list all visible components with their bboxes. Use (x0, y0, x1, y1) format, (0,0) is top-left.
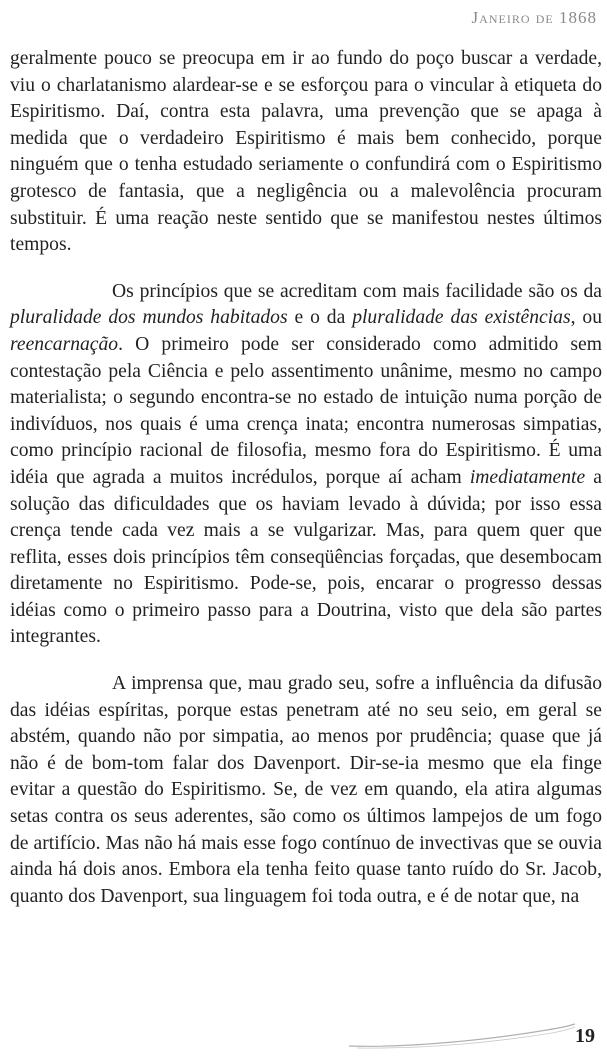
text-run: , ou (570, 307, 602, 329)
page-number: 19 (575, 1025, 595, 1047)
text-run: e o da (287, 307, 353, 329)
text-run: geralmente pouco se preocupa em ir ao fundo do poço buscar a verdade, viu o charlatanismo alardear-se e se esforçou para o vincular à etiqueta do Espiritismo. Daí, contra esta palavra, uma prevenção que se apaga à medida que o verdadeiro Espiritismo é mais bem conhecido, porque ninguém que o tenha estudado seriamente o confundirá com o Espiritismo grotesco de fantasia, que a negligência ou a malevolência procuram substituir. É uma reação neste sentido que se manifestou nestes últimos tempos. (10, 48, 602, 256)
page-body (10, 46, 602, 930)
italic-term: pluralidade dos mundos habitados (10, 307, 288, 329)
paragraph (10, 671, 602, 910)
text-run: . O primeiro pode ser considerado como admitido sem contestação pela Ciência e pelo assentimento unânime, mesmo no campo materialista; o segundo encontra-se no estado de intuição numa porção de indivíduos, nos quais é uma crença inata; encontra numerosas simpatias, como princípio racional de filosofia, mesmo fora do Espiritismo. É uma idéia que agrada a muitos incrédulos, porque aí acham (10, 333, 602, 488)
running-header: Janeiro de 1868 (471, 8, 597, 27)
italic-term: imediatamente (469, 466, 586, 488)
decorative-swoosh (347, 1020, 577, 1050)
text-run: Os princípios que se acreditam com mais facilidade são os da (112, 280, 602, 302)
text-run: A imprensa que, mau grado seu, sofre a influência da difusão das idéias espíritas, porque estas penetram até no seu seio, em geral se abstém, quando não por simpatia, ao menos por prudência; quase que já não é de bom-tom falar dos Davenport. Dir-se-ia mesmo que ela finge evitar a questão do Espiritismo. Se, de vez em quando, ela atira algumas setas contra os seus aderentes, são como os últimos lampejos de um fogo de artifício. Mas não há mais esse fogo contínuo de invectivas que se ouvia ainda há dois anos. Embora ela tenha feito quase tanto ruído do Sr. Jacob, quanto dos Davenport, sua linguagem foi toda outra, e é de notar que, na (10, 673, 602, 907)
paragraph (10, 279, 602, 651)
text-run: a solução das dificuldades que os haviam levado à dúvida; por isso essa crença tende cada vez mais a se vulgarizar. Mas, para quem quer que reflita, esses dois princípios têm conseqüências forçadas, que desembocam diretamente no Espiritismo. Pode-se, pois, encarar o progresso dessas idéias como o primeiro passo para a Doutrina, visto que dela são partes integrantes. (10, 466, 602, 648)
italic-term: reencarnação (10, 333, 119, 355)
paragraph (10, 46, 602, 259)
italic-term: pluralidade das existências (352, 307, 571, 329)
